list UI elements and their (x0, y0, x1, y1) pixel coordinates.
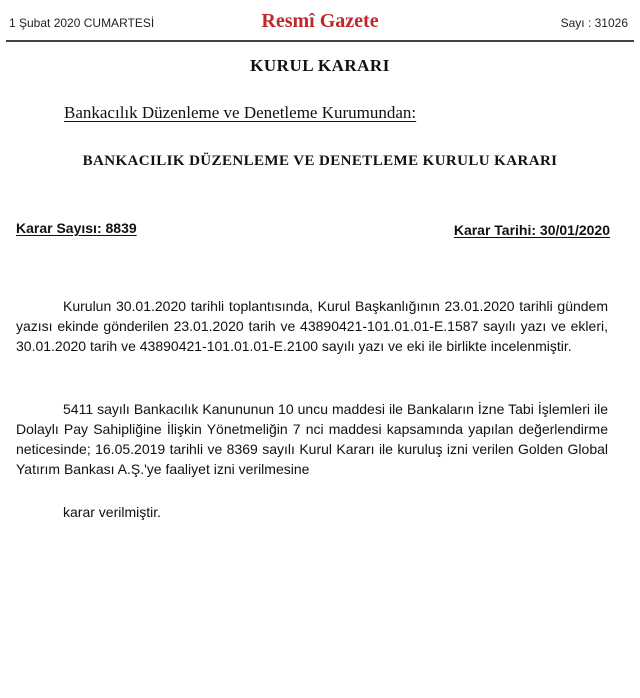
paragraph-2: 5411 sayılı Bankacılık Kanununun 10 uncu maddesi ile Bankaların İzne Tabi İşlemleri ile Dolaylı Pay Sahipliğine İlişkin Yönetmeliğin 7 nci maddesi kapsamında yapılan değerlendirme neticesinde; 16.05.2019 tarihli ve 8369 sayılı Kurul Kararı ile kuruluş izni verilen Golden Global Yatırım Bankası A.Ş.'ye faaliyet izni verilmesine (16, 401, 608, 477)
gazette-title: Resmî Gazete (261, 10, 379, 32)
issue-number: Sayı : 31026 (560, 16, 628, 30)
decision-title: BANKACILIK DÜZENLEME VE DENETLEME KURULU KARARI (82, 153, 558, 169)
paragraph-1: Kurulun 30.01.2020 tarihli toplantısında, Kurul Başkanlığının 23.01.2020 tarihli gündem yazısı ekinde gönderilen 23.01.2020 tarih ve 43890421-101.01.01-E.1587 sayılı yazı ve ekleri, 30.01.2020 tarih ve 43890421-101.01.01-E.2100 sayılı yazı ve eki ile birlikte incelenmiştir. (16, 298, 608, 354)
header-divider (6, 40, 634, 42)
decision-number: Karar Sayısı: 8839 (16, 220, 137, 236)
section-title: KURUL KARARI (250, 56, 390, 75)
institution-name: Bankacılık Düzenleme ve Denetleme Kurumundan: (64, 103, 417, 122)
publication-date: 1 Şubat 2020 CUMARTESİ (9, 16, 155, 30)
gazette-header (0, 0, 640, 44)
closing-line: karar verilmiştir. (63, 504, 162, 520)
decision-date: Karar Tarihi: 30/01/2020 (453, 222, 610, 238)
